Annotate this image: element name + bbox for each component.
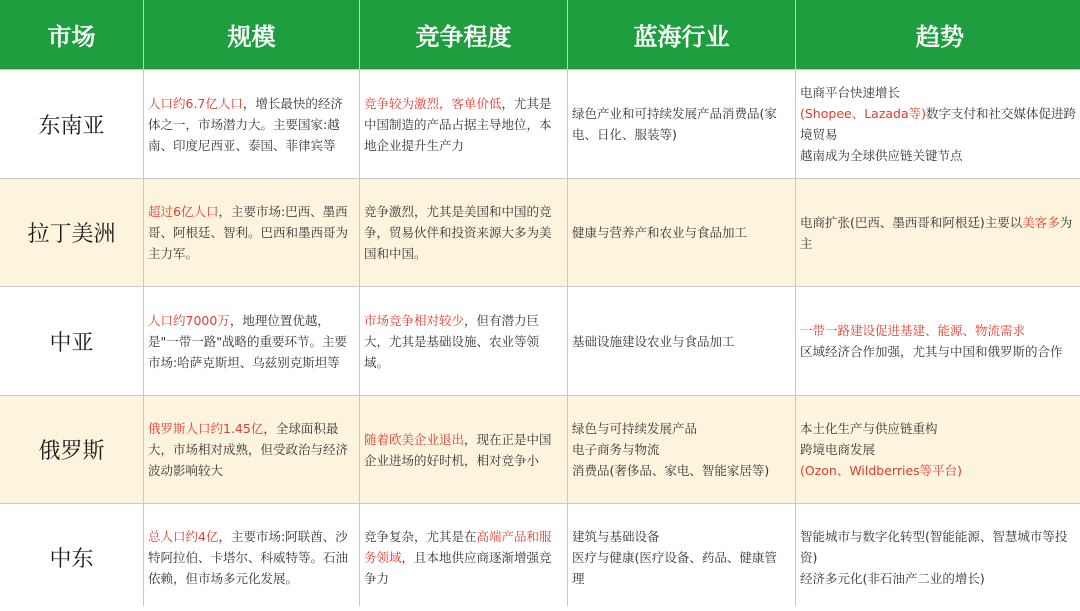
scale-text: ，全球面积最大，市场相对成熟，但受政治与经济波动影响较大	[148, 421, 349, 478]
blue-ocean-item: 医疗与健康(医疗设备、药品、健康管理	[572, 550, 777, 586]
scale-text: ，增长最快的经济体之一，市场潜力大。主要国家:越南、印度尼西亚、泰国、菲律宾等	[148, 95, 343, 153]
trend-cell	[796, 504, 1080, 611]
trend-text: 为主	[800, 214, 1073, 251]
competition-text: ，但有潜力巨大，尤其是基础设施、农业等领域。	[364, 312, 540, 370]
blue-ocean-cell	[568, 70, 795, 178]
trend-line: 电商平台快速增长	[800, 85, 901, 100]
blue-ocean-cell	[568, 179, 795, 286]
trend-line	[800, 103, 1078, 145]
competition-highlight: 竞争较为激烈，客单价低	[364, 95, 502, 111]
trend-cell	[796, 396, 1080, 503]
competition-cell	[360, 396, 567, 503]
market-name: 东南亚	[0, 70, 143, 178]
header-competition: 竞争程度	[360, 0, 567, 69]
blue-ocean-cell	[568, 396, 795, 503]
blue-ocean-item: 绿色产业和可持续发展产品消费品(家电、日化、服装等)	[572, 106, 777, 142]
trend-cell	[796, 70, 1080, 178]
market-name: 拉丁美洲	[0, 179, 143, 286]
trend-cell	[796, 287, 1080, 395]
blue-ocean-cell	[568, 504, 795, 611]
competition-text: 竞争复杂，尤其是在	[364, 529, 477, 544]
trend-cell	[796, 179, 1080, 286]
scale-text: ，主要市场:阿联酋、沙特阿拉伯、卡塔尔、科威特等。石油依赖，但市场多元化发展。	[148, 529, 349, 586]
scale-text: ，地理位置优越，是"一带一路"战略的重要环节。主要市场:哈萨克斯坦、乌兹别克斯坦等	[148, 312, 347, 370]
scale-cell	[144, 396, 359, 503]
competition-highlight: 高端产品和服务领域	[364, 529, 552, 565]
trend-text: 电商扩张(巴西、墨西哥和阿根廷)主要以	[800, 214, 1023, 230]
header-trend: 趋势	[796, 0, 1080, 69]
competition-highlight: 市场竞争相对较少	[364, 312, 465, 328]
trend-line: 区域经济合作加强，尤其与中国和俄罗斯的合作	[800, 344, 1063, 359]
scale-highlight: 人口约6.7亿人口	[148, 95, 243, 111]
scale-highlight: 俄罗斯人口约1.45亿	[148, 421, 264, 436]
trend-line: 智能城市与数字化转型(智能能源、智慧城市等投资)	[800, 529, 1068, 565]
scale-highlight: 总人口约4亿	[148, 529, 219, 544]
competition-text: ，且本地供应商逐渐增强竞争力	[364, 550, 552, 586]
scale-cell	[144, 504, 359, 611]
blue-ocean-item: 电子商务与物流	[572, 442, 660, 457]
scale-cell	[144, 70, 359, 178]
header-scale: 规模	[144, 0, 359, 69]
header-blue-ocean: 蓝海行业	[568, 0, 795, 69]
scale-highlight: 超过6亿人口	[148, 204, 219, 219]
market-name: 中东	[0, 504, 143, 611]
header-market: 市场	[0, 0, 143, 69]
competition-text: 竞争激烈，尤其是美国和中国的竞争，贸易伙伴和投资来源大多为美国和中国。	[364, 204, 552, 261]
trend-highlight: 美客多	[1022, 214, 1060, 230]
trend-text: 数字支付和社交媒体促进跨境贸易	[800, 106, 1077, 142]
blue-ocean-cell	[568, 287, 795, 395]
competition-text: ，现在正是中国企业进场的好时机，相对竞争小	[364, 431, 552, 468]
blue-ocean-item: 基础设施建设农业与食品加工	[572, 333, 735, 349]
trend-line: 跨境电商发展	[800, 442, 876, 457]
trend-line: 越南成为全球供应链关键节点	[800, 148, 963, 163]
competition-cell	[360, 179, 567, 286]
market-name: 中亚	[0, 287, 143, 395]
blue-ocean-item: 健康与营养产和农业与食品加工	[572, 225, 748, 240]
blue-ocean-item: 消费品(奢侈品、家电、智能家居等)	[572, 463, 770, 478]
trend-line: 本土化生产与供应链重构	[800, 421, 938, 436]
scale-cell	[144, 287, 359, 395]
blue-ocean-item: 绿色与可持续发展产品	[572, 421, 698, 436]
competition-text: ，尤其是中国制造的产品占据主导地位，本地企业提升生产力	[364, 95, 552, 153]
scale-text: ，主要市场:巴西、墨西哥、阿根廷、智利。巴西和墨西哥为主力军。	[148, 204, 349, 261]
trend-highlight: (Ozon、Wildberries等平台)	[800, 463, 963, 478]
market-name: 俄罗斯	[0, 396, 143, 503]
trend-line: 经济多元化(非石油产二业的增长)	[800, 571, 985, 586]
competition-cell	[360, 504, 567, 611]
competition-cell	[360, 287, 567, 395]
trend-highlight: (Shopee、Lazada等)	[800, 106, 927, 121]
trend-highlight: 一带一路建设促进基建、能源、物流需求	[800, 323, 1026, 338]
scale-cell	[144, 179, 359, 286]
scale-highlight: 人口约7000万	[148, 312, 230, 328]
blue-ocean-item: 建筑与基础设备	[572, 529, 660, 544]
competition-highlight: 随着欧美企业退出	[364, 431, 465, 447]
competition-cell	[360, 70, 567, 178]
